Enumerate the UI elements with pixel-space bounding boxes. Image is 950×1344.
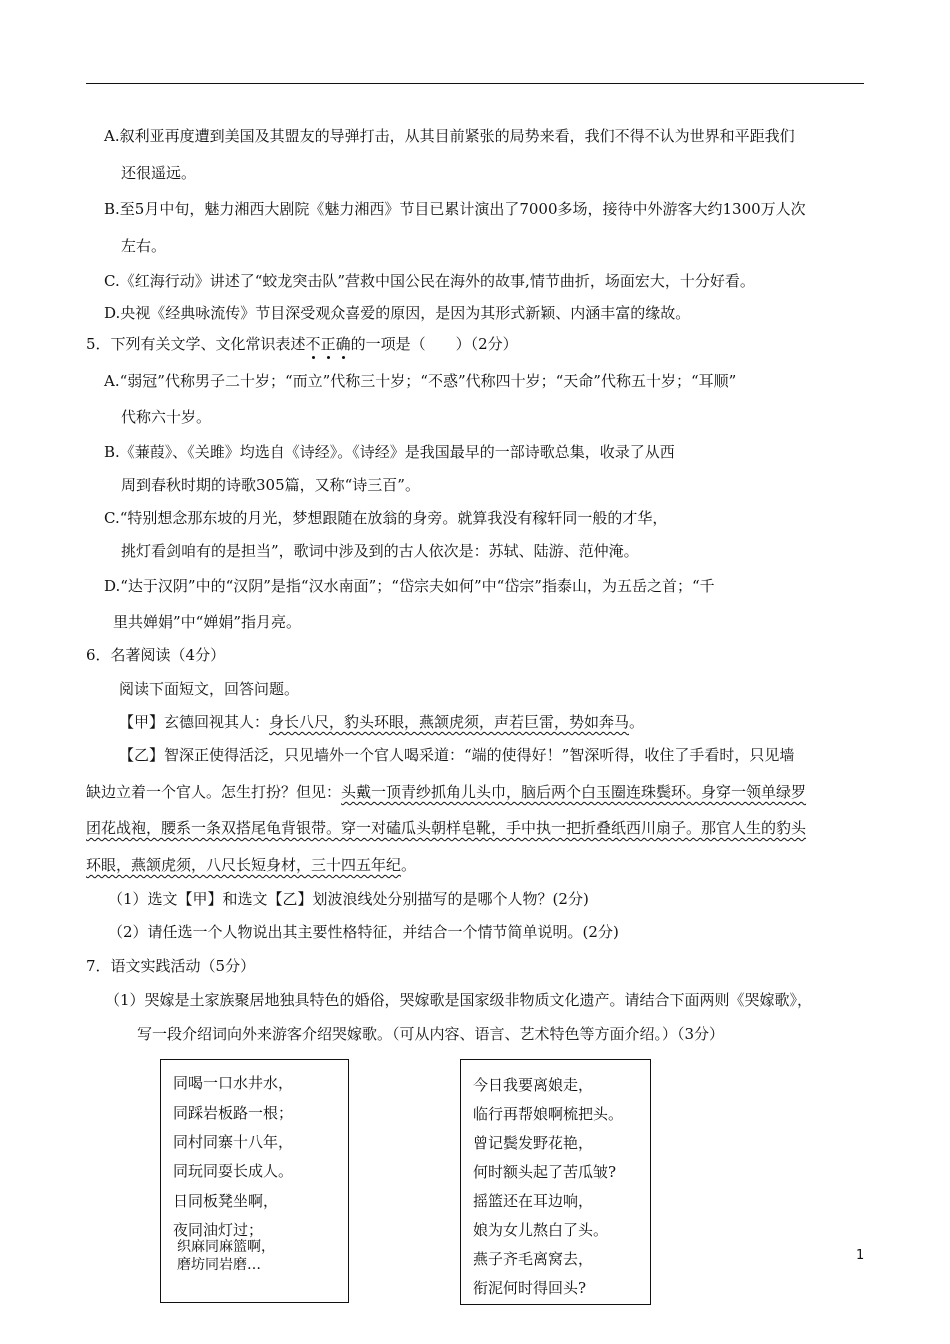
song1-line: 同踩岩板路一根； (173, 1104, 294, 1122)
song2-line: 娘为女儿熬白了头。 (473, 1221, 609, 1239)
q6-passage-yi-line2 (86, 782, 806, 802)
q4-option-a-line1: A.叙利亚再度遭到美国及其盟友的导弹打击，从其目前紧张的局势来看，我们不得不认为世界和平距我们 (104, 127, 795, 145)
q5-stem-pre: 5．下列有关文学、文化常识表述 (86, 335, 306, 353)
q6-passage-yi-line4 (86, 855, 416, 875)
q4-option-c: C.《红海行动》讲述了“蛟龙突击队”营救中国公民在海外的故事,情节曲折，场面宏大，十分好看。 (104, 272, 755, 290)
q6-jia-pre: 【甲】玄德回视其人： (119, 713, 270, 731)
q6-yi2-wavy: 头戴一顶青纱抓角儿头巾，脑后两个白玉圈连珠鬓环。身穿一领单绿罗 (341, 783, 807, 801)
song1-line: 日同板凳坐啊， (173, 1192, 279, 1210)
q6-yi2-pre: 缺边立着一个官人。怎生打扮？但见： (86, 783, 342, 801)
q7-subquestion-1-line2: 写一段介绍词向外来游客介绍哭嫁歌。（可从内容、语言、艺术特色等方面介绍。）（3分） (137, 1025, 725, 1043)
song2-line: 临行再帮娘啊梳把头。 (473, 1105, 624, 1123)
header-rule (86, 83, 864, 84)
q6-intro: 阅读下面短文，回答问题。 (119, 680, 300, 698)
q6-subquestion-2: （2）请任选一个人物说出其主要性格特征，并结合一个情节简单说明。(2分) (108, 923, 619, 941)
song2-line: 衔泥何时得回头? (473, 1279, 587, 1297)
q5-stem (86, 334, 518, 354)
page-number: 1 (856, 1248, 865, 1263)
q6-passage-jia (119, 712, 644, 732)
song1-line: 磨坊同岩磨… (177, 1257, 261, 1273)
q5-option-c-line2: 挑灯看剑咱有的是担当”，歌词中涉及到的古人依次是：苏轼、陆游、范仲淹。 (121, 542, 639, 560)
q6-yi3-wavy: 团花战袍，腰系一条双搭尾龟背银带。穿一对磕瓜头朝样皂靴，手中执一把折叠纸西川扇子。那官人生的豹头 (86, 819, 807, 837)
song1-line: 织麻同麻篮啊， (177, 1239, 275, 1255)
q5-stem-dotted-char-1: 不 (305, 335, 321, 353)
song-box-1 (160, 1059, 349, 1303)
q7-subquestion-1-line1: （1）哭嫁是土家族聚居地独具特色的婚俗，哭嫁歌是国家级非物质文化遗产。请结合下面两则《哭嫁歌》， (105, 991, 813, 1009)
song2-line: 今日我要离娘走， (473, 1076, 594, 1094)
q4-option-a-line2: 还很遥远。 (121, 164, 197, 182)
q5-stem-dotted-char-2: 正 (320, 335, 336, 353)
q6-subquestion-1: （1）选文【甲】和选文【乙】划波浪线处分别描写的是哪个人物？(2分) (108, 890, 589, 908)
q4-option-d: D.央视《经典咏流传》节目深受观众喜爱的原因，是因为其形式新颖、内涵丰富的缘故。 (104, 304, 691, 322)
q5-option-d-line2: 里共婵娟”中“婵娟”指月亮。 (113, 613, 302, 631)
q5-option-a-line2: 代称六十岁。 (121, 408, 212, 426)
song1-line: 同喝一口水井水， (173, 1074, 294, 1092)
q7-stem: 7．语文实践活动（5分） (86, 957, 256, 975)
q5-option-c-line1: C.“特别想念那东坡的月光，梦想跟随在放翁的身旁。就算我没有稼轩同一般的才华， (104, 509, 668, 527)
q5-stem-dotted-char-3: 确 (335, 335, 351, 353)
q6-jia-wavy: 身长八尺，豹头环眼，燕颔虎须，声若巨雷，势如奔马 (269, 713, 630, 731)
song1-line: 同村同寨十八年， (173, 1133, 294, 1151)
song-box-2 (460, 1059, 651, 1305)
q6-yi4-post: 。 (401, 856, 417, 874)
q6-passage-yi-line3 (86, 818, 806, 838)
q5-option-d-line1: D.“达于汉阴”中的“汉阴”是指“汉水南面”；“岱宗夫如何”中“岱宗”指泰山，为五岳之首；“千 (104, 577, 715, 595)
q5-option-a-line1: A.“弱冠”代称男子二十岁；“而立”代称三十岁；“不惑”代称四十岁；“天命”代称五十岁；“耳顺” (104, 372, 737, 390)
song1-line: 同玩同耍长成人。 (173, 1162, 294, 1180)
q4-option-b-line1: B.至5月中旬，魅力湘西大剧院《魅力湘西》节目已累计演出了7000多场，接待中外游客大约1300万人次 (104, 200, 806, 218)
q6-passage-yi-line1: 【乙】智深正使得活泛，只见墙外一个官人喝采道：“端的使得好！”智深听得，收住了手看时，只见墙 (119, 746, 795, 764)
q6-yi4-wavy: 环眼，燕颔虎须，八尺长短身材，三十四五年纪 (86, 856, 402, 874)
song2-line: 何时额头起了苦瓜皱? (473, 1163, 617, 1181)
q4-option-b-line2: 左右。 (121, 237, 167, 255)
q5-stem-post: 的一项是（ ）（2分） (350, 335, 518, 353)
song2-line: 曾记鬓发野花艳， (473, 1134, 594, 1152)
song2-line: 摇篮还在耳边响， (473, 1192, 594, 1210)
q5-option-b-line2: 周到春秋时期的诗歌305篇，又称“诗三百”。 (121, 476, 420, 494)
song1-line: 夜同油灯过； (173, 1221, 264, 1239)
q6-stem: 6．名著阅读（4分） (86, 646, 226, 664)
q6-jia-post: 。 (629, 713, 645, 731)
q5-option-b-line1: B.《蒹葭》、《关雎》均选自《诗经》。《诗经》是我国最早的一部诗歌总集，收录了从西 (104, 443, 675, 461)
song2-line: 燕子齐毛离窝去， (473, 1250, 594, 1268)
